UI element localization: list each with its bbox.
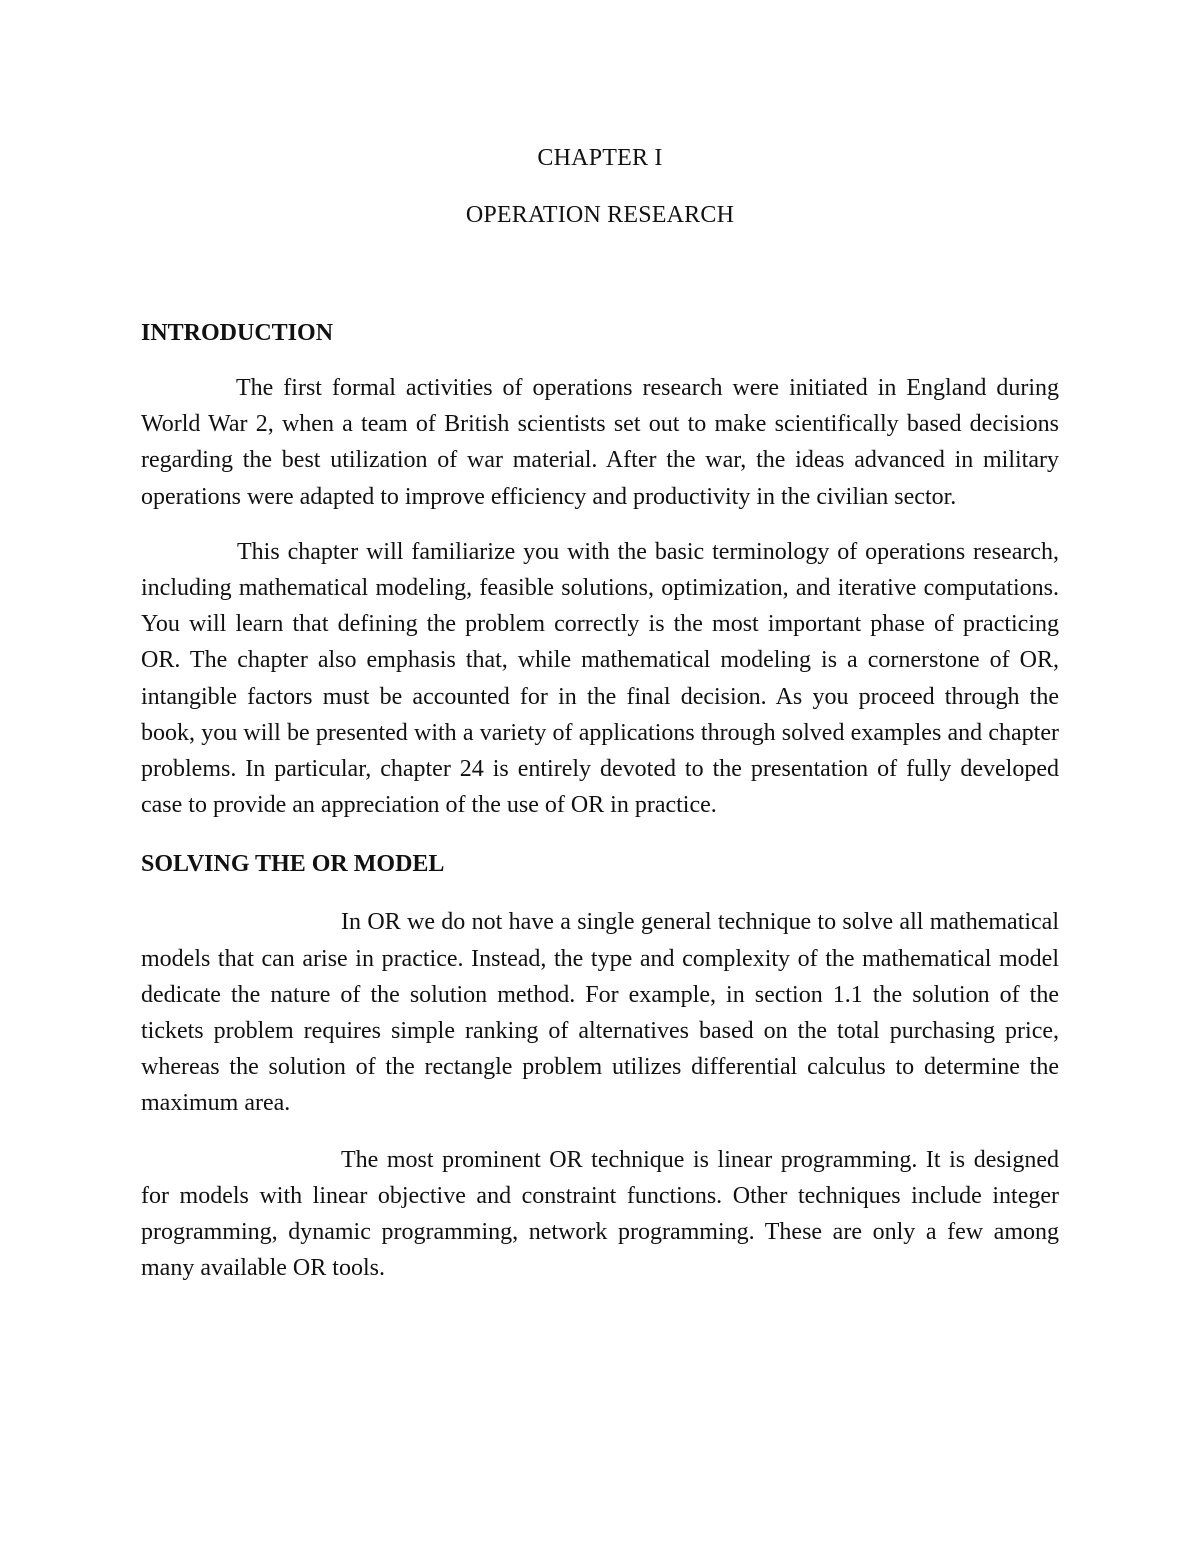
section-heading-introduction: INTRODUCTION: [141, 320, 334, 346]
solving-paragraph-1: In OR we do not have a single general technique to solve all mathematical models that can arise in practice. Instead, the type and complexity of the mathematical model dedicate the nature of the solution method. For example, in section 1.1 the solution of the tickets problem requires simple ranking of alternatives based on the total purchasing price, whereas the solution of the rectangle problem utilizes differential calculus to determine the maximum area.: [141, 909, 1059, 1117]
solving-paragraph-2: The most prominent OR technique is linear programming. It is designed for models with linear objective and constraint functions. Other techniques include integer programming, dynamic programming, network programming. These are only a few among many available OR tools.: [141, 1146, 1059, 1282]
introduction-paragraph-2: This chapter will familiarize you with the basic terminology of operations research, including mathematical modeling, feasible solutions, optimization, and iterative computations. You will learn that defining the problem correctly is the most important phase of practicing OR. The chapter also emphasis that, while mathematical modeling is a cornerstone of OR, intangible factors must be accounted for in the final decision. As you proceed through the book, you will be presented with a variety of applications through solved examples and chapter problems. In particular, chapter 24 is entirely devoted to the presentation of fully developed case to provide an appreciation of the use of OR in practice.: [141, 538, 1059, 819]
introduction-paragraph-1: The first formal activities of operations research were initiated in England during World War 2, when a team of British scientists set out to make scientifically based decisions regarding the best utilization of war material. After the war, the ideas advanced in military operations were adapted to improve efficiency and productivity in the civilian sector.: [141, 375, 1059, 510]
page-content: [141, 140, 1059, 1286]
chapter-title: OPERATION RESEARCH: [465, 202, 735, 228]
chapter-number: CHAPTER I: [537, 145, 663, 171]
section-heading-solving-or-model: SOLVING THE OR MODEL: [141, 851, 445, 878]
